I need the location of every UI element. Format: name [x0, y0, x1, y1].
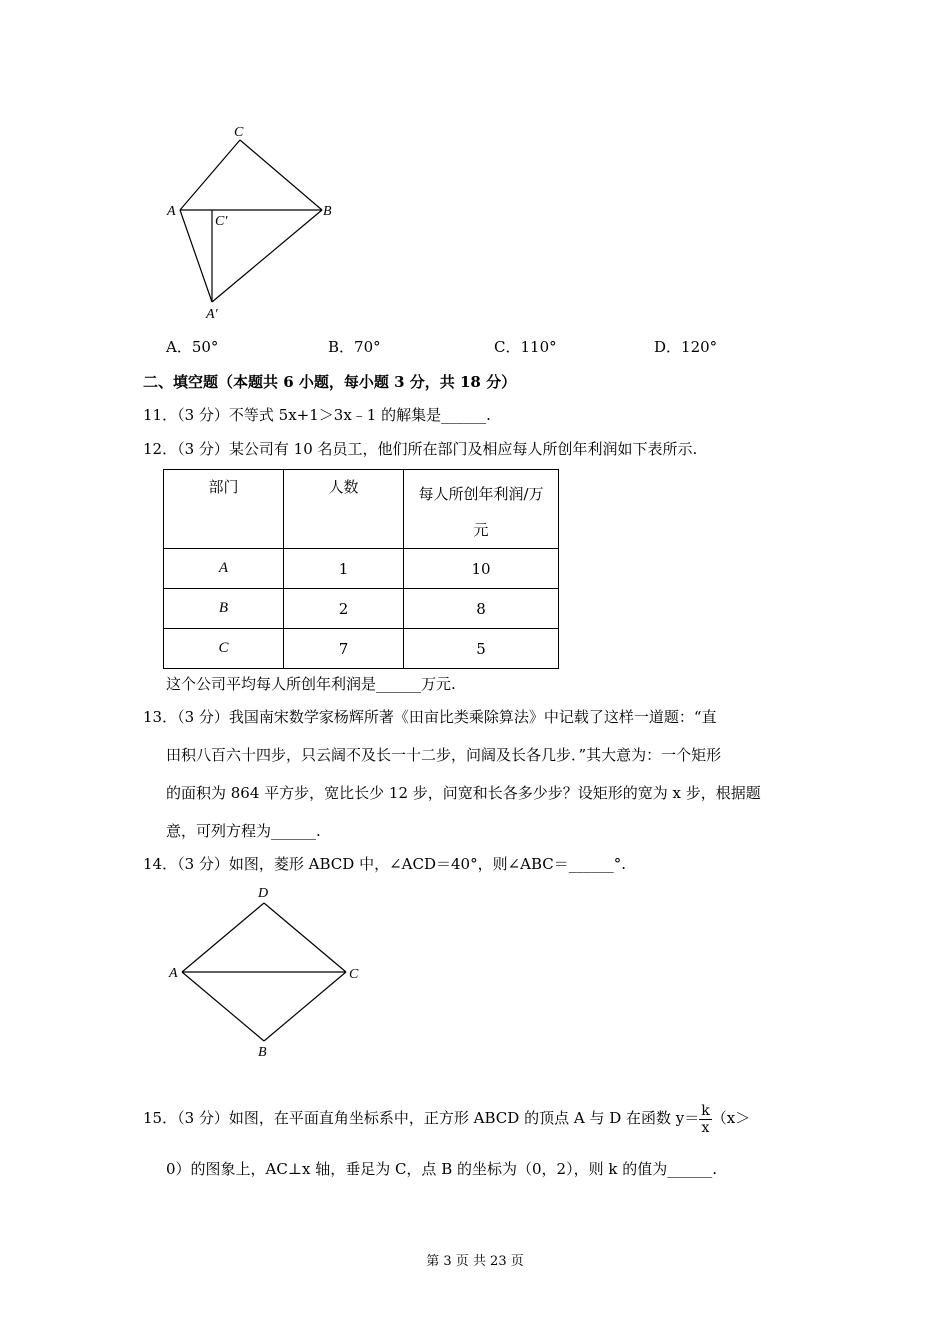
table-cell: C — [164, 629, 284, 669]
option-d — [654, 336, 717, 357]
question-13-number: 13． — [143, 708, 178, 726]
table-cell: 10 — [404, 549, 559, 589]
option-c-value: 110° — [520, 338, 557, 356]
question-15-line2: 0）的图象上，AC⊥x 轴，垂足为 C，点 B 的坐标为（0，2），则 k 的值为______. — [166, 1160, 717, 1178]
question-11-number: 11． — [143, 406, 178, 424]
question-15-text: （3 分）如图，在平面直角坐标系中，正方形 ABCD 的顶点 A 与 D 在函数 y＝ — [177, 1109, 700, 1127]
table-cell: A — [164, 549, 284, 589]
side-DC — [264, 903, 346, 972]
question-13-line: （3 分）我国南宋数学家杨辉所著《田亩比类乘除算法》中记载了这样一道题：“直 — [177, 708, 717, 726]
question-11-text: （3 分）不等式 5x+1＞3x﹣1 的解集是______. — [177, 406, 491, 424]
option-b-value: 70° — [354, 338, 381, 356]
label-A: A — [169, 966, 178, 981]
page-footer: 第 3 页 共 23 页 — [426, 1254, 524, 1269]
side-BA — [182, 972, 264, 1041]
table-row — [164, 549, 559, 589]
question-12-number: 12． — [143, 440, 178, 458]
rhombus-figure — [160, 880, 380, 1065]
fraction-k-over-x — [699, 1103, 711, 1136]
question-12-text: （3 分）某公司有 10 名员工，他们所在部门及相应每人所创年利润如下表所示. — [177, 440, 698, 458]
option-c-letter: C． — [494, 338, 521, 356]
question-15-number: 15． — [143, 1109, 178, 1127]
question-12 — [143, 438, 697, 459]
option-a-value: 50° — [191, 338, 219, 356]
option-d-letter: D． — [654, 338, 682, 356]
label-Aprime: A′ — [206, 307, 218, 322]
side-CB — [264, 972, 346, 1041]
question-13-line: 田积八百六十四步，只云阔不及长一十二步，问阔及长各几步．”其大意为：一个矩形 — [166, 746, 722, 764]
table-cell: 2 — [284, 589, 404, 629]
triangle-fold-figure — [160, 120, 350, 325]
label-Cprime: C′ — [215, 214, 228, 229]
table-header-cell: 人数 — [284, 470, 404, 549]
fraction-denominator: x — [701, 1119, 710, 1136]
question-13-line: 的面积为 864 平方步，宽比长少 12 步，问宽和长各多少步？设矩形的宽为 x 步，根据题 — [166, 784, 761, 802]
label-D: D — [258, 886, 269, 901]
question-11 — [143, 404, 491, 425]
section-heading: 二、填空题（本题共 6 小题，每小题 3 分，共 18 分） — [143, 373, 517, 391]
option-a-letter: A． — [166, 338, 192, 356]
table-cell: 1 — [284, 549, 404, 589]
table-header-cell: 部门 — [164, 470, 284, 549]
table-header-row — [164, 470, 559, 549]
table-row — [164, 589, 559, 629]
question-13-line: 意，可列方程为______. — [166, 822, 321, 840]
label-B: B — [323, 204, 332, 219]
side-AD — [182, 903, 264, 972]
question-15-text-tail: （x＞ — [711, 1109, 751, 1127]
segment-CB — [240, 140, 322, 210]
option-a — [166, 336, 218, 357]
label-A: A — [167, 204, 176, 219]
question-14-number: 14． — [143, 855, 178, 873]
table-cell: 7 — [284, 629, 404, 669]
table-cell: 8 — [404, 589, 559, 629]
table-header-cell — [404, 470, 559, 549]
label-C: C — [234, 125, 244, 140]
label-B: B — [258, 1045, 267, 1060]
segment-AAp — [180, 210, 212, 302]
label-C: C — [349, 967, 359, 982]
table-row — [164, 629, 559, 669]
table-header-line: 每人所创年利润/万 — [418, 485, 544, 503]
table-cell: 5 — [404, 629, 559, 669]
question-15 — [143, 1100, 750, 1136]
segment-CA — [180, 140, 240, 210]
question-14-text: （3 分）如图，菱形 ABCD 中，∠ACD＝40°，则∠ABC＝______°. — [177, 855, 627, 873]
table-header-line: 元 — [473, 521, 489, 539]
option-b — [328, 336, 381, 357]
table-cell: B — [164, 589, 284, 629]
profit-table — [163, 469, 559, 669]
question-12-followup: 这个公司平均每人所创年利润是______万元. — [166, 675, 456, 693]
option-c — [494, 336, 557, 357]
question-14 — [143, 853, 626, 874]
option-d-value: 120° — [681, 338, 718, 356]
question-13 — [143, 706, 717, 727]
segment-ApB — [212, 210, 322, 302]
option-b-letter: B． — [328, 338, 355, 356]
fraction-numerator: k — [701, 1102, 710, 1119]
